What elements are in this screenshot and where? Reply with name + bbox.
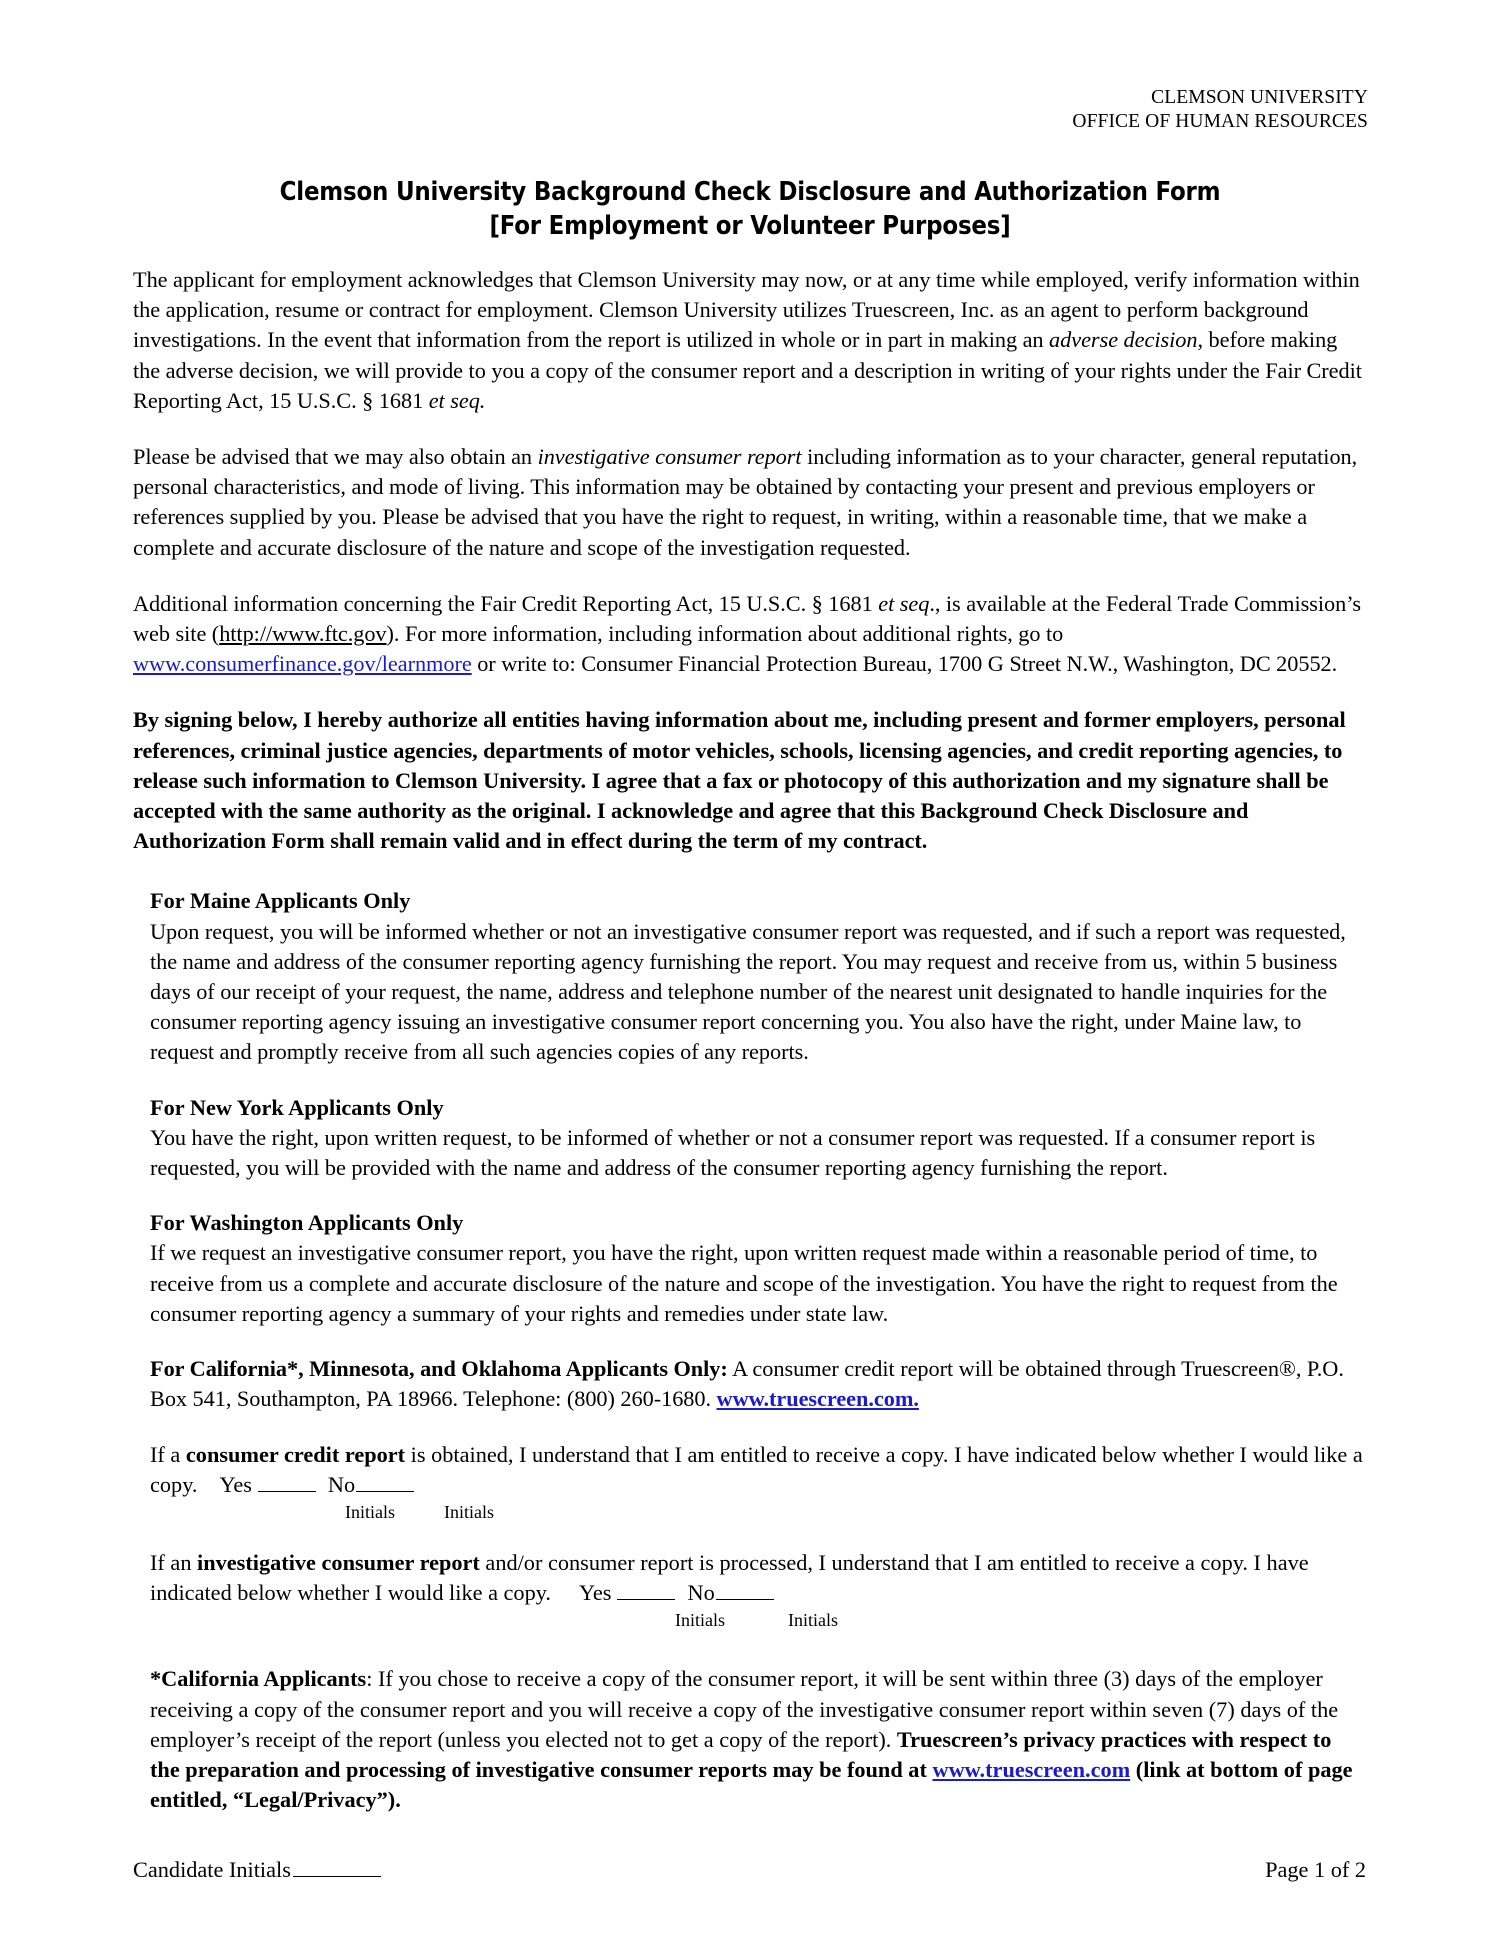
candidate-initials-blank[interactable] <box>293 1860 381 1877</box>
footnote-text-a: : If you chose to receive a copy of the consumer report, it will be sent within three (3) days of the employer receiving a copy of the consumer report and you will receive a copy of the investigative consumer report within seven (7) days of the employer’s receipt of the report (unless you elected not to get a copy of the report). <box>150 1666 1339 1752</box>
section-washington-body: If we request an investigative consumer report, you have the right, upon written request made within a reasonable period of time, to receive from us a complete and accurate disclosure of the nature and scope of the investigation. You have the right to request from the consumer reporting agency a summary of your rights and remedies under state law. <box>150 1240 1338 1326</box>
question-consumer-credit-report <box>150 1440 1365 1526</box>
q1-no-label: No <box>327 1471 356 1497</box>
link-consumerfinance-learnmore[interactable]: www.consumerfinance.gov/learnmore <box>133 651 472 677</box>
paragraph-investigative-report <box>133 442 1366 563</box>
footnote-california-applicants <box>150 1664 1365 1815</box>
p3-text-c: ). For more information, including information about additional rights, go to <box>386 621 1064 647</box>
link-ftc-gov[interactable]: http://www.ftc.gov <box>219 621 387 647</box>
q2-initials-captions <box>150 1610 1365 1634</box>
footnote-bold-b: Truescreen’s privacy practices with respect to the preparation and processing of investigative consumer reports may be found at <box>150 1726 1332 1782</box>
paragraph-additional-information <box>133 589 1366 680</box>
page-footer <box>133 1857 1366 1883</box>
section-washington-heading: For Washington Applicants Only <box>150 1210 464 1236</box>
p3-text-d: or write to: Consumer Financial Protection Bureau, 1700 G Street N.W., Washington, DC 20552. <box>471 651 1338 677</box>
p1-italic-et-seq: et seq. <box>428 387 486 413</box>
section-california-minnesota-oklahoma <box>150 1354 1365 1414</box>
q1-no-initials-blank[interactable] <box>356 1474 414 1492</box>
p2-text-b: including information as to your character, general reputation, personal characteristics, and mode of living. This information may be obtained by contacting your present and previous employers or references supplied by you. Please be advised that you have the right to request, in writing, within a reasonable time, that we make a complete and accurate disclosure of the nature and scope of the investigation requested. <box>133 444 1358 560</box>
q2-yes-label: Yes <box>579 1580 612 1606</box>
q1-yes-label: Yes <box>219 1471 252 1497</box>
org-name: CLEMSON UNIVERSITY <box>1151 87 1368 108</box>
q2-no-initials-blank[interactable] <box>716 1582 774 1600</box>
section-maine-heading: For Maine Applicants Only <box>150 888 411 914</box>
organization-header <box>1072 86 1368 134</box>
q2-bold-term: investigative consumer report <box>197 1549 480 1575</box>
q1-yes-initials-blank[interactable] <box>258 1474 316 1492</box>
q2-lead: If an <box>150 1549 198 1575</box>
footnote-bold-c: (link at bottom of page entitled, “Legal/Privacy”). <box>150 1756 1353 1813</box>
q1-rest: is obtained, I understand that I am entitled to receive a copy. I have indicated below whether I would like a copy. <box>150 1441 1363 1497</box>
section-camnok-body: A consumer credit report will be obtained through Truescreen®, P.O. Box 541, Southampton, PA 18966. Telephone: (800) 260-1680. <box>150 1356 1344 1412</box>
p2-text-a: Please be advised that we may also obtain an <box>133 444 538 470</box>
title-line-1: Clemson University Background Check Disclosure and Authorization Form <box>279 177 1221 207</box>
page-title <box>100 175 1400 243</box>
section-maine <box>150 886 1365 1067</box>
link-truescreen-com-camnok[interactable]: www.truescreen.com. <box>716 1386 919 1412</box>
p1-text-b: , before making the adverse decision, we will provide to you a copy of the consumer report and a description in writing of your rights under the Fair Credit Reporting Act, 15 U.S.C. § 1681 <box>133 327 1362 413</box>
candidate-initials-label: Candidate Initials <box>133 1857 291 1882</box>
section-camnok-heading: For California*, Minnesota, and Oklahoma Applicants Only: <box>150 1356 728 1382</box>
footnote-bold-lead: *California Applicants <box>150 1666 367 1692</box>
q2-rest: and/or consumer report is processed, I understand that I am entitled to receive a copy. I have indicated below whether I would like a copy. <box>150 1549 1309 1606</box>
q2-initials-label-yes: Initials <box>675 1610 725 1631</box>
p3-text-a: Additional information concerning the Fair Credit Reporting Act, 15 U.S.C. § 1681 <box>133 590 879 616</box>
q2-no-label: No <box>687 1580 715 1606</box>
section-new-york-body: You have the right, upon written request, to be informed of whether or not a consumer report was requested. If a consumer report is requested, you will be provided with the name and address of the consumer reporting agency furnishing the report. <box>150 1124 1316 1181</box>
q1-initials-captions <box>150 1502 1365 1526</box>
p1-text-a: The applicant for employment acknowledges that Clemson University may now, or at any time while employed, verify information within the application, resume or contract for employment. Clemson University utilizes Truescreen, Inc. as an agent to perform background investigations. In the event that information from the report is utilized in whole or in part in making an <box>133 267 1360 353</box>
q1-bold-term: consumer credit report <box>185 1441 406 1467</box>
document-body <box>133 265 1366 1815</box>
q1-lead: If a <box>150 1441 186 1467</box>
paragraph-authorization-statement: By signing below, I hereby authorize all entities having information about me, including present and former employers, personal references, criminal justice agencies, departments of motor vehicles, schools, licensing agencies, and credit reporting agencies, to release such information to Clemson University. I agree that a fax or photocopy of this authorization and my signature shall be accepted with the same authority as the original. I acknowledge and agree that this Background Check Disclosure and Authorization Form shall remain valid and in effect during the term of my contract. <box>133 707 1346 854</box>
q1-initials-label-no: Initials <box>444 1501 494 1522</box>
candidate-initials-field[interactable] <box>133 1857 381 1883</box>
title-line-2: [For Employment or Volunteer Purposes] <box>489 211 1011 242</box>
p2-italic-investigative-consumer-report: investigative consumer report <box>537 444 802 470</box>
state-specific-sections <box>150 886 1365 1634</box>
section-new-york-heading: For New York Applicants Only <box>150 1094 444 1120</box>
paragraph-applicant-acknowledgement <box>133 265 1366 416</box>
section-new-york <box>150 1093 1365 1184</box>
p1-italic-adverse-decision: adverse decision <box>1049 327 1198 353</box>
section-maine-body: Upon request, you will be informed whether or not an investigative consumer report was requested, and if such a report was requested, the name and address of the consumer reporting agency furnishing the report. You may request and receive from us, within 5 business days of our receipt of your request, the name, address and telephone number of the nearest unit designated to handle inquiries for the consumer reporting agency issuing an investigative consumer report concerning you. You also have the right, under Maine law, to request and promptly receive from all such agencies copies of any reports. <box>150 918 1346 1065</box>
link-truescreen-com-footnote[interactable]: www.truescreen.com <box>932 1756 1131 1782</box>
question-investigative-consumer-report <box>150 1548 1365 1634</box>
p3-italic-et-seq: et seq <box>878 590 930 616</box>
q1-initials-label-yes: Initials <box>345 1501 395 1522</box>
q2-initials-label-no: Initials <box>788 1610 838 1631</box>
p3-text-b: ., is available at the Federal Trade Commission’s web site ( <box>133 590 1361 647</box>
org-department: OFFICE OF HUMAN RESOURCES <box>1072 110 1368 132</box>
page-number: Page 1 of 2 <box>1265 1857 1366 1882</box>
section-washington <box>150 1208 1365 1329</box>
q2-yes-initials-blank[interactable] <box>617 1582 675 1600</box>
